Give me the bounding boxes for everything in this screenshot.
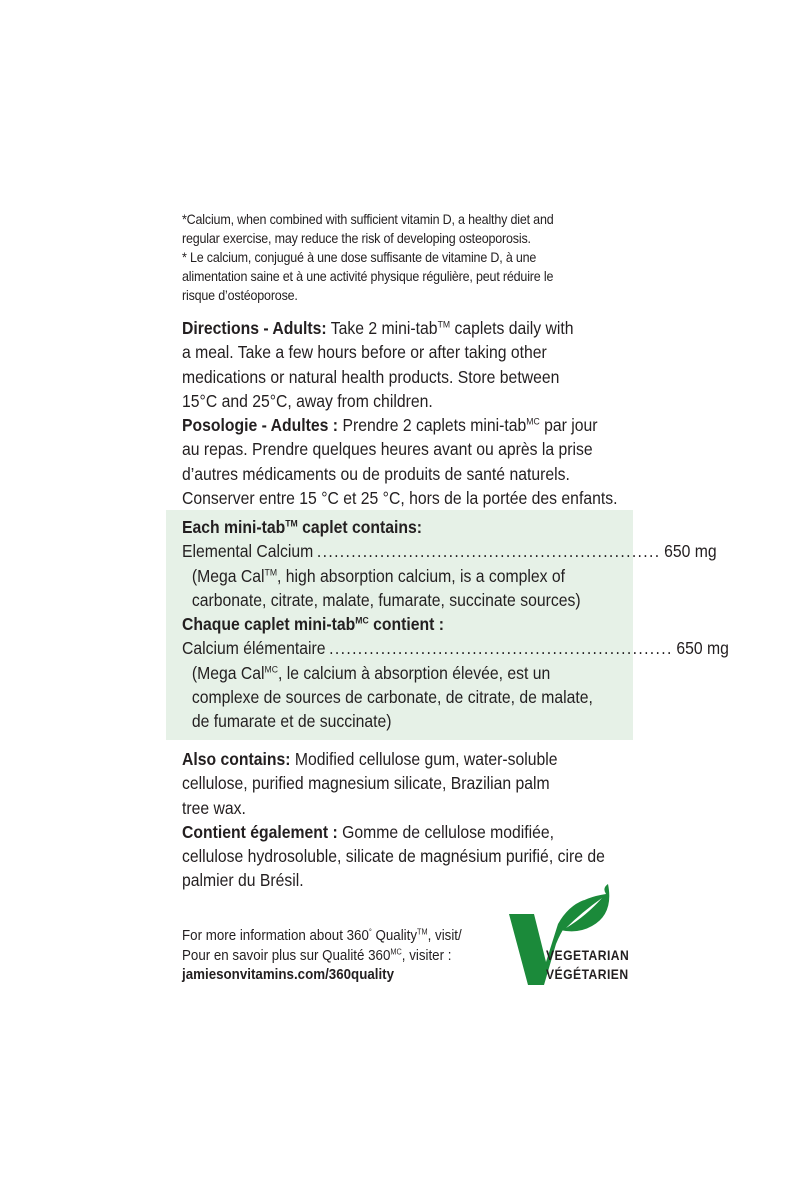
vegetarian-en-label: VEGETARIAN — [546, 948, 630, 963]
directions-en-line: 15°C and 25°C, away from children. — [182, 390, 433, 411]
info-text: , visit/ — [427, 928, 462, 944]
directions-text: Prendre 2 caplets mini-tab — [342, 415, 527, 436]
also-contains-section — [182, 747, 632, 893]
also-fr-line — [182, 820, 632, 844]
leaf-shape — [560, 884, 609, 931]
trademark-mark: TM — [437, 319, 451, 331]
heading-text: Each mini-tab — [182, 517, 286, 537]
trademark-mark: TM — [417, 927, 428, 937]
directions-en-line: a meal. Take a few hours before or after taking other — [182, 342, 547, 363]
ingredients-en-heading — [182, 515, 637, 539]
directions-fr-line: d’autres médicaments ou de produits de santé naturels. — [182, 463, 570, 484]
trademark-mark: MC — [355, 615, 369, 627]
ingredient-note-fr: de fumarate et de succinate) — [191, 711, 392, 732]
info-text: , visiter : — [401, 947, 452, 964]
directions-text: caplets daily with — [454, 318, 574, 338]
ingredient-row-fr — [182, 636, 729, 660]
vegetarian-badge-text — [546, 946, 629, 984]
quality-info — [182, 927, 513, 986]
info-fr-line — [182, 947, 513, 967]
footnote-en-line: *Calcium, when combined with sufficient vitamin D, a healthy diet and — [182, 212, 554, 227]
also-en-line: tree wax. — [182, 797, 246, 818]
directions-en-label: Directions - Adults: — [182, 318, 327, 338]
footnote-fr-line: * Le calcium, conjugué à une dose suffisante de vitamine D, à une — [182, 250, 537, 265]
note-text: (Mega Cal — [191, 662, 265, 683]
directions-fr-line — [182, 413, 659, 437]
ingredient-note-fr: complexe de sources de carbonate, de citrate, de malate, — [191, 687, 593, 708]
note-text: , high absorption calcium, is a complex of — [277, 565, 566, 586]
heading-text: caplet contains: — [302, 517, 423, 537]
info-text: Pour en savoir plus sur Qualité 360 — [182, 947, 391, 964]
also-fr-line: palmier du Brésil. — [182, 870, 304, 891]
heading-text: contient : — [373, 614, 444, 635]
leader-dots: ............................................................ — [316, 541, 661, 562]
trademark-mark: MC — [526, 416, 540, 428]
osteoporosis-footnote — [182, 210, 614, 305]
footnote-en-line: regular exercise, may reduce the risk of developing osteoporosis. — [182, 231, 531, 246]
ingredient-name: Calcium élémentaire — [182, 638, 326, 659]
ingredient-amount: 650 mg — [676, 638, 729, 659]
ingredients-fr-heading — [182, 612, 637, 636]
directions-en-line — [182, 316, 659, 340]
directions-en-line: medications or natural health products. Store between — [182, 366, 560, 387]
website-link[interactable]: jamiesonvitamins.com/360quality — [182, 967, 395, 983]
vegetarian-fr-label: VÉGÉTARIEN — [546, 967, 629, 982]
info-text: Quality — [375, 928, 418, 944]
note-text: (Mega Cal — [191, 565, 265, 586]
also-en-line — [182, 747, 632, 771]
note-text: , le calcium à absorption élevée, est un — [278, 662, 551, 683]
leader-dots: ............................................................ — [329, 638, 673, 659]
ingredient-name: Elemental Calcium — [182, 541, 314, 562]
ingredient-note-fr — [182, 661, 637, 685]
directions-fr-line: Conserver entre 15 °C et 25 °C, hors de la portée des enfants. — [182, 488, 618, 509]
also-en-line: cellulose, purified magnesium silicate, Brazilian palm — [182, 773, 550, 794]
ingredient-row-en — [182, 539, 717, 563]
ingredients-content — [182, 515, 729, 734]
heading-text: Chaque caplet mini-tab — [182, 614, 356, 635]
directions-text: par jour — [544, 415, 598, 436]
degree-mark: ° — [368, 927, 372, 937]
also-fr-label: Contient également : — [182, 821, 338, 842]
directions-fr-line: au repas. Prendre quelques heures avant ou après la prise — [182, 439, 593, 460]
trademark-mark: MC — [264, 664, 279, 676]
also-en-label: Also contains: — [182, 749, 291, 769]
also-text: Modified cellulose gum, water-soluble — [294, 749, 558, 769]
trademark-mark: TM — [264, 566, 278, 578]
info-text: For more information about 360 — [182, 928, 369, 944]
directions-section — [182, 316, 659, 510]
ingredient-note-en: carbonate, citrate, malate, fumarate, succinate sources) — [191, 589, 581, 610]
directions-text: Take 2 mini-tab — [330, 318, 438, 338]
trademark-mark: TM — [285, 518, 298, 530]
footnote-fr-line: risque d’ostéoporose. — [182, 288, 298, 303]
directions-fr-label: Posologie - Adultes : — [182, 415, 339, 436]
ingredient-note-en — [182, 564, 637, 588]
ingredient-amount: 650 mg — [664, 541, 717, 562]
footnote-fr-line: alimentation saine et à une activité physique régulière, peut réduire le — [182, 269, 554, 284]
also-text: Gomme de cellulose modifiée, — [342, 821, 555, 842]
info-url[interactable] — [182, 966, 513, 986]
trademark-mark: MC — [390, 946, 402, 956]
also-fr-line: cellulose hydrosoluble, silicate de magnésium purifié, cire de — [182, 846, 605, 867]
info-en-line — [182, 927, 513, 947]
